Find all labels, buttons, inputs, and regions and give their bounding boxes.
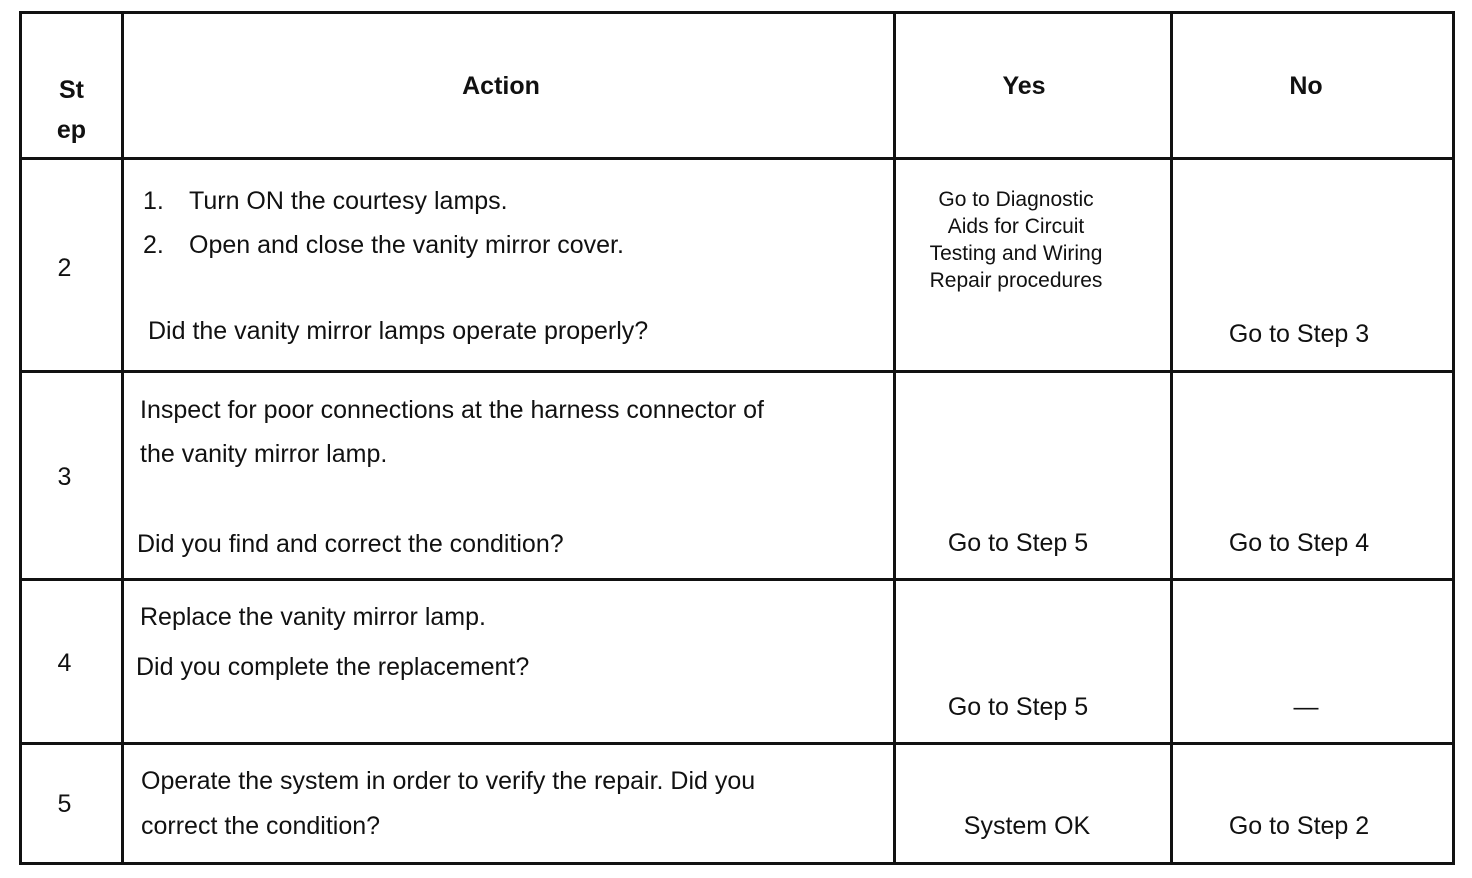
yes-result-line: Aids for Circuit (947, 215, 1085, 238)
header-step-line2: ep (56, 116, 87, 144)
action-item-text: Open and close the vanity mirror cover. (189, 231, 624, 259)
no-result: Go to Step 4 (1228, 529, 1370, 557)
row-divider (19, 742, 1455, 745)
yes-result: System OK (963, 812, 1091, 840)
row-divider (19, 370, 1455, 373)
yes-result-line: Go to Diagnostic (938, 188, 1094, 211)
step-number: 4 (57, 649, 72, 677)
header-step (22, 70, 121, 150)
step-number: 5 (57, 790, 72, 818)
action-item-number: 1. (143, 187, 164, 215)
step-number: 3 (57, 463, 72, 491)
no-result: Go to Step 2 (1228, 812, 1370, 840)
header-yes: Yes (1002, 72, 1046, 100)
action-text: the vanity mirror lamp. (140, 440, 388, 468)
yes-result-line: Repair procedures (929, 269, 1103, 292)
column-divider (893, 11, 896, 865)
action-text: correct the condition? (141, 812, 381, 840)
yes-result: Go to Step 5 (947, 529, 1089, 557)
action-question: Did you find and correct the condition? (137, 530, 564, 558)
yes-result (896, 186, 1136, 294)
table-border-bottom (19, 862, 1455, 865)
no-result: — (1293, 693, 1319, 721)
action-text: Inspect for poor connections at the harness connector of (140, 396, 764, 424)
header-step-line1: St (59, 76, 84, 104)
header-divider (19, 157, 1455, 160)
no-result: Go to Step 3 (1228, 320, 1370, 348)
column-divider (121, 11, 124, 865)
action-question: Did the vanity mirror lamps operate properly? (148, 317, 649, 345)
yes-result: Go to Step 5 (947, 693, 1089, 721)
table-border-top (19, 11, 1455, 14)
table-border-right (1452, 11, 1455, 865)
action-text: Replace the vanity mirror lamp. (140, 603, 486, 631)
column-divider (1170, 11, 1173, 865)
header-no: No (1289, 72, 1323, 100)
row-divider (19, 578, 1455, 581)
action-item-number: 2. (143, 231, 164, 259)
yes-result-line: Testing and Wiring (929, 242, 1103, 265)
action-text: Operate the system in order to verify the repair. Did you (141, 767, 756, 795)
action-item-text: Turn ON the courtesy lamps. (189, 187, 508, 215)
step-number: 2 (57, 254, 72, 282)
header-action: Action (462, 72, 540, 100)
action-question: Did you complete the replacement? (136, 653, 530, 681)
